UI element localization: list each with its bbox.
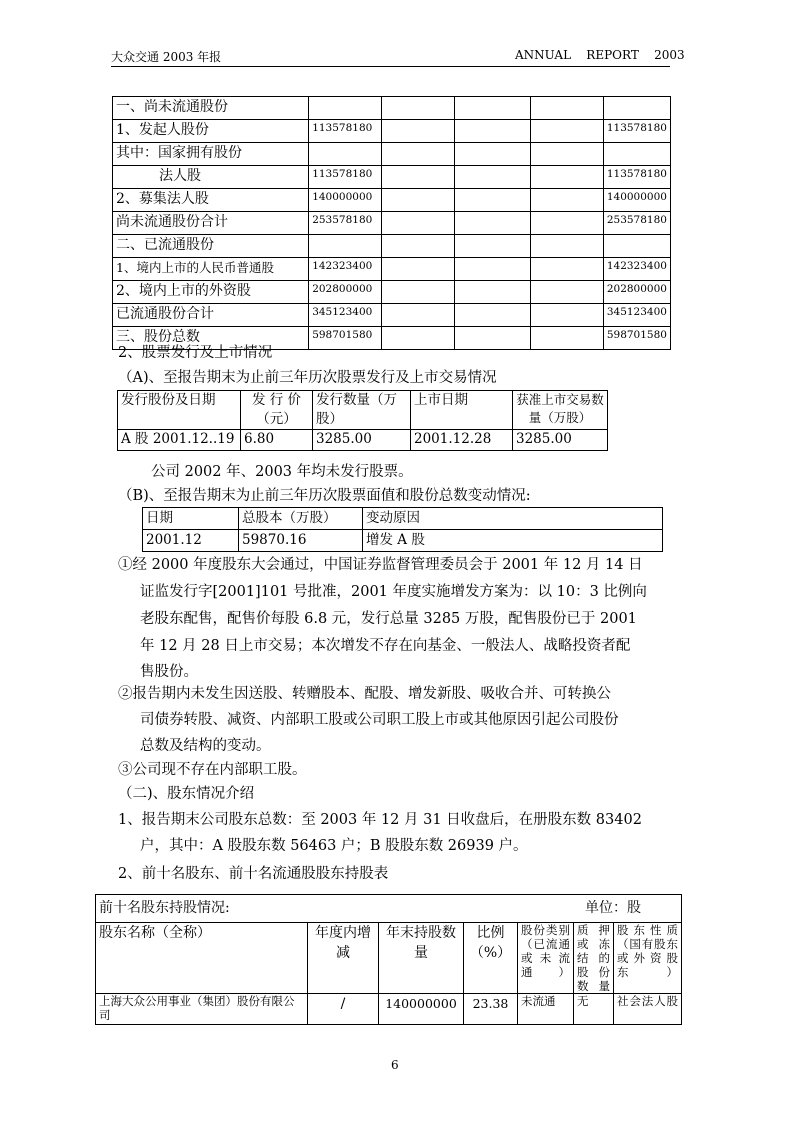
share-empty-cell <box>530 304 603 327</box>
share-empty-cell <box>382 281 455 304</box>
share-row <box>113 212 671 235</box>
share-value-before: 113578180 <box>309 120 382 143</box>
note2-line-1: ②报告期内未发生因送股、转赠股本、配股、增发新股、吸收合并、可转换公 <box>118 686 611 702</box>
share-value-before <box>309 143 382 166</box>
share-empty-cell <box>530 120 603 143</box>
share-empty-cell <box>455 304 530 327</box>
share-empty-cell <box>530 166 603 189</box>
share-empty-cell <box>382 97 455 120</box>
share-empty-cell <box>455 189 530 212</box>
share-value-before: 253578180 <box>309 212 382 235</box>
note1-line-1: ①经 2000 年度股东大会通过，中国证券监督管理委员会于 2001 年 12 月 14 日 <box>118 557 643 573</box>
change-cell-1: 2001.12 <box>143 530 239 552</box>
share-value-before: 598701580 <box>309 327 382 350</box>
holders-count-line-2: 户，其中：A 股股东数 56463 户；B 股股东数 26939 户。 <box>140 838 528 854</box>
share-empty-cell <box>455 120 530 143</box>
top10-header-change: 年度内增减 <box>308 923 379 994</box>
share-empty-cell <box>382 143 455 166</box>
issue-header-3: 发行数量（万股） <box>313 391 411 430</box>
share-label: 二、已流通股份 <box>113 235 309 258</box>
share-value-after: 140000000 <box>603 189 670 212</box>
share-label: 尚未流通股份合计 <box>113 212 309 235</box>
share-label: 2、境内上市的外资股 <box>113 281 309 304</box>
share-value-before: 202800000 <box>309 281 382 304</box>
note1-line-5: 售股份。 <box>140 664 198 680</box>
top10-table <box>95 894 682 1025</box>
share-value-before: 113578180 <box>309 166 382 189</box>
share-empty-cell <box>455 281 530 304</box>
change-header-3: 变动原因 <box>363 508 663 530</box>
share-value-after <box>603 235 670 258</box>
header-rule <box>111 66 670 67</box>
top10-cell-ratio: 23.38 <box>464 994 518 1025</box>
issue-header-5: 获准上市交易数量（万股） <box>513 391 608 430</box>
header-left: 大众交通 2003 年报 <box>111 50 222 64</box>
share-row <box>113 120 671 143</box>
change-header-1: 日期 <box>143 508 239 530</box>
share-value-after: 345123400 <box>603 304 670 327</box>
share-label: 法人股 <box>113 166 309 189</box>
share-empty-cell <box>530 327 603 350</box>
share-empty-cell <box>382 120 455 143</box>
share-empty-cell <box>382 212 455 235</box>
share-empty-cell <box>530 281 603 304</box>
share-row <box>113 166 671 189</box>
change-cell-2: 59870.16 <box>239 530 363 552</box>
share-empty-cell <box>455 166 530 189</box>
share-empty-cell <box>382 258 455 281</box>
share-value-after: 253578180 <box>603 212 670 235</box>
top10-header-class: 股份类别（已流通或未流通） <box>518 923 574 994</box>
share-empty-cell <box>530 189 603 212</box>
share-empty-cell <box>382 235 455 258</box>
subA-title: （A)、至报告期末为止前三年历次股票发行及上市交易情况 <box>118 370 497 386</box>
section2-title: 2、股票发行及上市情况 <box>118 345 273 361</box>
share-row <box>113 304 671 327</box>
share-row <box>113 235 671 258</box>
share-label: 1、境内上市的人民币普通股 <box>113 258 309 281</box>
issue-table <box>117 390 608 451</box>
note1-line-2: 证监发行字[2001]101 号批准，2001 年度实施增发方案为：以 10：3 比例向 <box>140 584 647 600</box>
top10-title: 2、前十名股东、前十名流通股股东持股表 <box>118 866 389 882</box>
share-value-before <box>309 235 382 258</box>
share-empty-cell <box>382 327 455 350</box>
share-empty-cell <box>530 143 603 166</box>
top10-header-shares: 年末持股数量 <box>379 923 464 994</box>
share-structure-table <box>112 96 671 350</box>
section-holders: （二)、股东情况介绍 <box>118 786 255 802</box>
issue-cell-5: 3285.00 <box>513 430 608 451</box>
share-empty-cell <box>530 212 603 235</box>
share-row <box>113 189 671 212</box>
share-value-before: 140000000 <box>309 189 382 212</box>
top10-header-ratio: 比例（%） <box>464 923 518 994</box>
share-value-before <box>309 97 382 120</box>
note2-line-2: 司债券转股、减资、内部职工股或公司职工股上市或其他原因引起公司股份 <box>140 712 619 728</box>
issue-cell-1: A 股 2001.12..19 <box>118 430 241 451</box>
share-empty-cell <box>455 97 530 120</box>
share-label: 已流通股份合计 <box>113 304 309 327</box>
share-empty-cell <box>382 304 455 327</box>
share-value-after: 113578180 <box>603 166 670 189</box>
share-value-after: 598701580 <box>603 327 670 350</box>
share-label: 一、尚未流通股份 <box>113 97 309 120</box>
top10-caption-row <box>96 895 682 923</box>
share-empty-cell <box>530 258 603 281</box>
top10-cell-name: 上海大众公用事业（集团）股份有限公司 <box>96 994 308 1025</box>
issue-cell-4: 2001.12.28 <box>411 430 513 451</box>
top10-caption: 前十名股东持股情况: <box>99 900 230 916</box>
top10-unit: 单位：股 <box>585 900 641 916</box>
header-right: ANNUAL REPORT 2003 <box>515 48 685 62</box>
issue-cell-2: 6.80 <box>241 430 313 451</box>
top10-cell-class: 未流通 <box>518 994 574 1025</box>
share-empty-cell <box>455 258 530 281</box>
share-value-after: 202800000 <box>603 281 670 304</box>
share-label: 其中：国家拥有股份 <box>113 143 309 166</box>
note1-line-3: 老股东配售，配售价每股 6.8 元，发行总量 3285 万股，配售股份已于 2001 <box>140 611 637 627</box>
issue-cell-3: 3285.00 <box>313 430 411 451</box>
share-row <box>113 97 671 120</box>
top10-cell-pledge: 无 <box>574 994 614 1025</box>
change-cell-3: 增发 A 股 <box>363 530 663 552</box>
share-empty-cell <box>530 235 603 258</box>
note2-line-3: 总数及结构的变动。 <box>140 738 271 754</box>
top10-cell-change: / <box>308 994 379 1025</box>
share-empty-cell <box>382 166 455 189</box>
note3: ③公司现不存在内部职工股。 <box>118 762 307 778</box>
share-value-before: 345123400 <box>309 304 382 327</box>
no-issue-note: 公司 2002 年、2003 年均未发行股票。 <box>151 464 413 480</box>
share-empty-cell <box>455 143 530 166</box>
change-table <box>142 507 663 552</box>
share-row <box>113 143 671 166</box>
share-empty-cell <box>455 235 530 258</box>
top10-header-pledge: 质押或冻结的股份数量 <box>574 923 614 994</box>
issue-header-2: 发 行 价（元） <box>241 391 313 430</box>
share-empty-cell <box>382 189 455 212</box>
page-number: 6 <box>391 1058 399 1072</box>
share-row <box>113 258 671 281</box>
share-value-before: 142323400 <box>309 258 382 281</box>
share-value-after <box>603 143 670 166</box>
top10-cell-shares: 140000000 <box>379 994 464 1025</box>
share-value-after: 142323400 <box>603 258 670 281</box>
issue-header-4: 上市日期 <box>411 391 513 430</box>
share-label: 1、发起人股份 <box>113 120 309 143</box>
share-row <box>113 281 671 304</box>
holders-count-line-1: 1、报告期末公司股东总数：至 2003 年 12 月 31 日收盘后，在册股东数 83402 <box>118 812 642 828</box>
share-label: 三、股份总数 <box>113 327 309 350</box>
top10-cell-nature: 社会法人股 <box>614 994 682 1025</box>
note1-line-4: 年 12 月 28 日上市交易；本次增发不存在向基金、一般法人、战略投资者配 <box>140 638 631 654</box>
issue-header-1: 发行股份及日期 <box>118 391 241 430</box>
share-value-after: 113578180 <box>603 120 670 143</box>
top10-header-nature: 股东性质（国有股东或外资股东） <box>614 923 682 994</box>
share-empty-cell <box>455 327 530 350</box>
share-label: 2、募集法人股 <box>113 189 309 212</box>
share-value-after <box>603 97 670 120</box>
subB-title: （B)、至报告期末为止前三年历次股票面值和股份总数变动情况: <box>118 488 531 504</box>
top10-header-name: 股东名称（全称） <box>96 923 308 994</box>
change-header-2: 总股本（万股） <box>239 508 363 530</box>
share-empty-cell <box>455 212 530 235</box>
share-empty-cell <box>530 97 603 120</box>
